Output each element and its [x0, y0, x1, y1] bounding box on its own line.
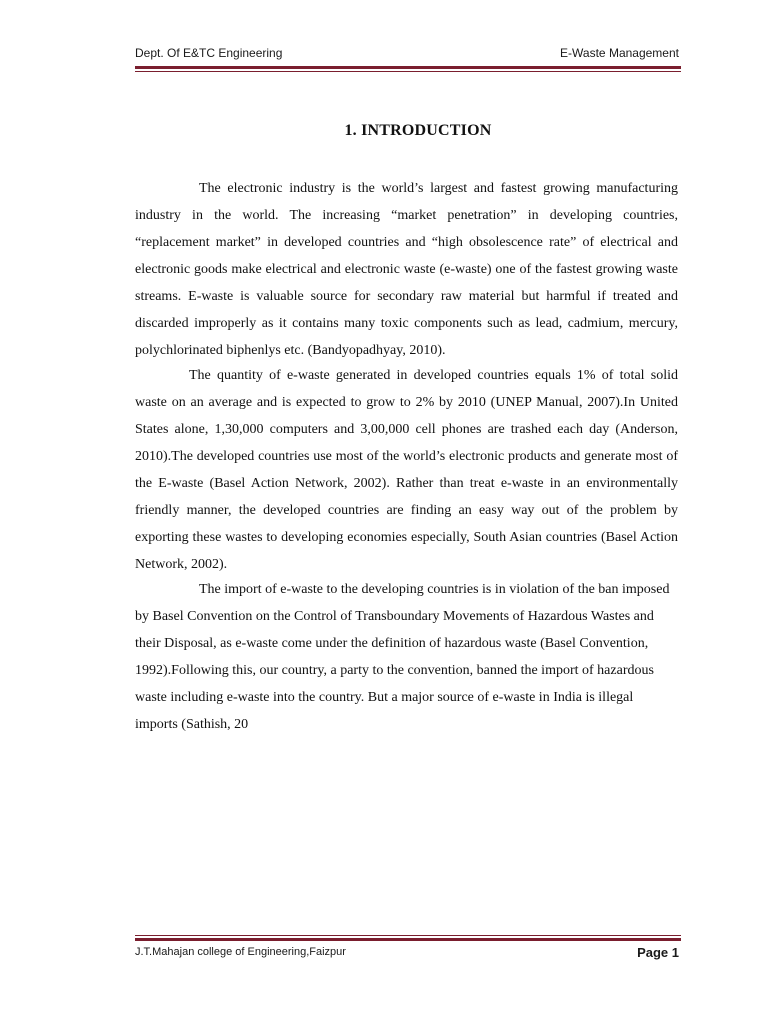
page-number: Page 1	[637, 945, 679, 960]
footer-rule-thin	[135, 935, 681, 936]
paragraph-1: The electronic industry is the world’s largest and fastest growing manufacturing industry in the world. The increasing “market penetration” in developing countries, “replacement market” in developed countries and “high obsolescence rate” of electrical and electronic goods make electrical and electronic waste (e-waste) one of the fastest growing waste streams. E-waste is valuable source for secondary raw material but harmful if treated and discarded improperly as it contains many toxic components such as lead, cadmium, mercury, polychlorinated biphenlys etc. (Bandyopadhyay, 2010).	[135, 181, 678, 358]
header-document-title: E-Waste Management	[560, 46, 679, 60]
page-footer	[135, 945, 679, 965]
header-rule-thick	[135, 66, 681, 69]
header-rule-thin	[135, 71, 681, 72]
paragraph-2: The quantity of e-waste generated in developed countries equals 1% of total solid waste on an average and is expected to grow to 2% by 2010 (UNEP Manual, 2007).In United States alone, 1,30,000 computers and 3,00,000 cell phones are trashed each day (Anderson, 2010).The developed countries use most of the world’s electronic products and generate most of the E-waste (Basel Action Network, 2002). Rather than treat e-waste in an environmentally friendly manner, the developed countries are finding an easy way out of the problem by exporting these wastes to developing economies especially, South Asian countries (Basel Action Network, 2002).	[135, 368, 678, 572]
header-department: Dept. Of E&TC Engineering	[135, 46, 283, 60]
footer-rule-thick	[135, 938, 681, 941]
page-header	[135, 46, 679, 66]
paragraph-3: The import of e-waste to the developing countries is in violation of the ban imposed by Basel Convention on the Control of Transboundary Movements of Hazardous Wastes and their Disposal, as e-waste come under the definition of hazardous waste (Basel Convention, 1992).Following this, our country, a party to the convention, banned the import of hazardous waste including e-waste into the country. But a major source of e-waste in India is illegal imports (Sathish, 20	[135, 582, 670, 732]
section-title: 1. INTRODUCTION	[344, 122, 492, 139]
footer-college-name: J.T.Mahajan college of Engineering,Faizpur	[135, 946, 346, 958]
